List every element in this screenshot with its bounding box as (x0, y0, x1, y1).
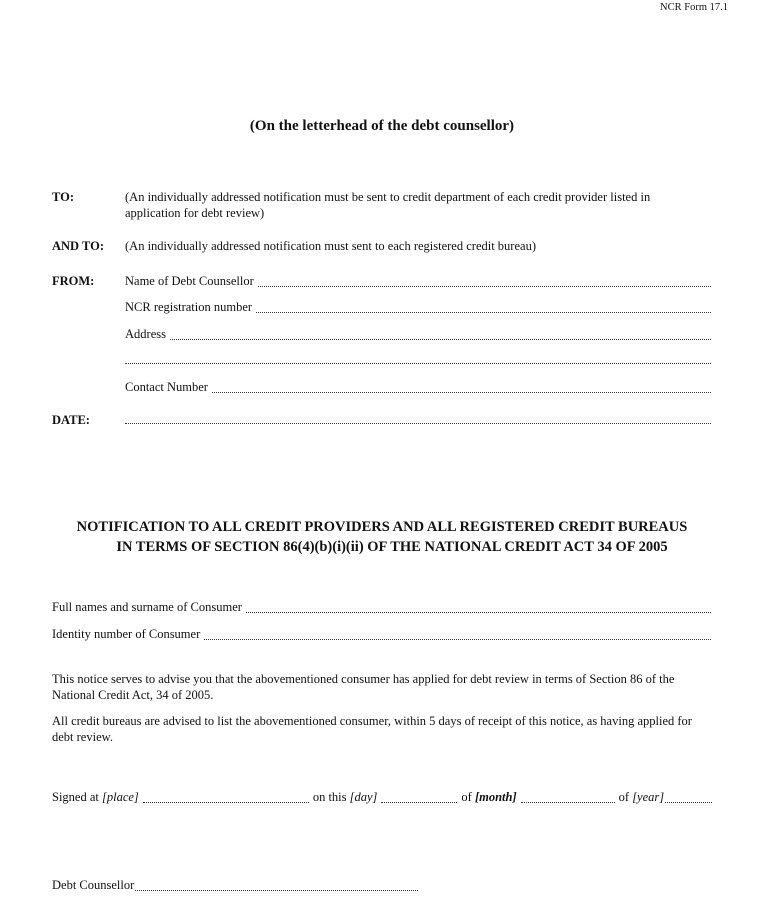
on-this-label: on this (312, 790, 347, 804)
of-label-2: of (618, 790, 630, 804)
place-placeholder: [place] (102, 790, 139, 804)
consumer-id-label: Identity number of Consumer (52, 627, 201, 641)
notice-title-line-2: IN TERMS OF SECTION 86(4)(b)(i)(ii) OF THE NATIONAL CREDIT ACT 34 OF 2005 (116, 538, 668, 555)
notice-paragraph-2: All credit bureaus are advised to list the abovementioned consumer, within 5 days of receipt of this notice, as having applied for debt review. (52, 714, 692, 744)
ncr-registration-label: NCR registration number (125, 300, 253, 314)
debt-counsellor-name-field[interactable] (125, 274, 711, 290)
to-text: (An individually addressed notification must be sent to credit department of each credit provider listed in application for debt review) (125, 190, 651, 220)
consumer-id-field[interactable] (52, 627, 711, 643)
fill-line (170, 338, 711, 340)
fill-line (258, 285, 711, 287)
place-field[interactable] (143, 801, 309, 803)
day-field[interactable] (381, 801, 457, 803)
fill-line (256, 311, 711, 313)
address-field-line-2[interactable] (125, 353, 711, 367)
contact-number-label: Contact Number (125, 380, 208, 394)
consumer-name-label: Full names and surname of Consumer (52, 600, 242, 614)
year-placeholder: [year] (632, 790, 665, 804)
notice-title (0, 518, 764, 557)
and-to-text: (An individually addressed notification must sent to each registered credit bureau) (125, 239, 536, 253)
day-placeholder: [day] (349, 790, 378, 804)
signed-line (52, 790, 712, 806)
fill-line (125, 362, 711, 364)
fill-line (204, 638, 711, 640)
letterhead-note: (On the letterhead of the debt counsellor) (249, 118, 515, 134)
address-field[interactable] (125, 327, 711, 343)
fill-line (246, 611, 711, 613)
notice-title-line-1: NOTIFICATION TO ALL CREDIT PROVIDERS AND ALL REGISTERED CREDIT BUREAUS (76, 519, 688, 535)
debt-counsellor-signature-field[interactable] (52, 878, 418, 894)
to-label: TO: (52, 190, 74, 204)
contact-number-field[interactable] (125, 380, 711, 396)
month-field[interactable] (521, 801, 615, 803)
form-number: NCR Form 17.1 (660, 2, 728, 13)
date-field[interactable] (125, 413, 711, 427)
debt-counsellor-signature-label: Debt Counsellor (52, 878, 135, 892)
address-label: Address (125, 327, 166, 341)
fill-line (135, 889, 418, 891)
fill-line (125, 422, 711, 424)
notice-paragraph-1: This notice serves to advise you that the abovementioned consumer has applied for debt review in terms of Section 86 of the National Credit Act, 34 of 2005. (52, 672, 675, 702)
year-field[interactable] (665, 801, 712, 803)
fill-line (212, 391, 711, 393)
month-placeholder: [month] (474, 790, 517, 804)
ncr-registration-field[interactable] (125, 300, 711, 316)
of-label-1: of (461, 790, 472, 804)
from-label: FROM: (52, 274, 95, 288)
date-label: DATE: (52, 413, 90, 427)
debt-counsellor-name-label: Name of Debt Counsellor (125, 274, 254, 288)
and-to-label: AND TO: (52, 239, 104, 253)
consumer-name-field[interactable] (52, 600, 711, 616)
signed-at-label: Signed at (52, 790, 99, 804)
